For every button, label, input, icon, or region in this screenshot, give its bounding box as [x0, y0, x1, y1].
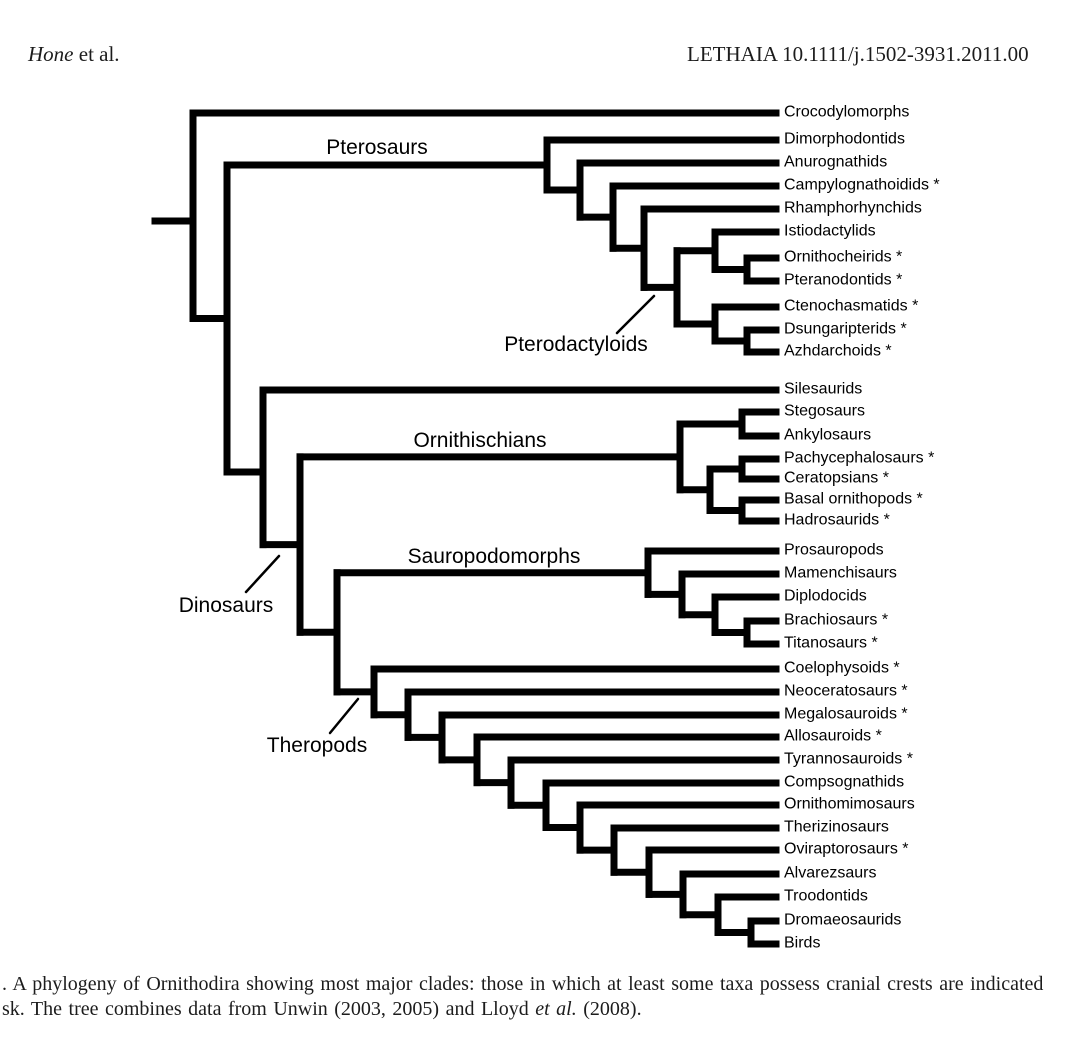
- caption-line2-pre: sk. The tree combines data from Unwin (2003, 2005) and Lloyd: [2, 997, 536, 1020]
- taxon-label: Tyrannosauroids *: [784, 750, 913, 768]
- caption-line2-etal: et al.: [535, 997, 577, 1020]
- taxon-label: Coelophysoids *: [784, 659, 900, 677]
- taxon-label: Dsungaripterids *: [784, 320, 907, 338]
- taxon-label: Megalosauroids *: [784, 705, 908, 723]
- taxon-label: Ankylosaurs: [784, 426, 872, 444]
- taxon-label: Ornithomimosaurs: [784, 795, 915, 813]
- taxon-label: Titanosaurs *: [784, 634, 878, 652]
- taxon-label: Oviraptorosaurs *: [784, 840, 909, 858]
- taxon-label: Azhdarchoids *: [784, 342, 892, 360]
- running-head-journal: LETHAIA 10.1111/j.1502-3931.2011.00: [687, 42, 1029, 66]
- taxon-label: Compsognathids: [784, 773, 905, 791]
- taxon-label: Mamenchisaurs: [784, 564, 897, 582]
- taxon-label: Birds: [784, 934, 821, 952]
- caption-line-2: [2, 997, 1080, 1022]
- taxon-label: Rhamphorhynchids: [784, 199, 922, 217]
- taxon-label: Silesaurids: [784, 380, 863, 398]
- taxon-label: Alvarezsaurs: [784, 864, 877, 882]
- taxon-label: Campylognathoidids *: [784, 176, 940, 194]
- taxon-label: Therizinosaurs: [784, 818, 889, 836]
- taxon-label: Dimorphodontids: [784, 130, 905, 148]
- clade-label: Pterodactyloids: [504, 333, 648, 356]
- taxon-label: Brachiosaurs *: [784, 611, 889, 629]
- taxon-label: Istiodactylids: [784, 222, 876, 240]
- caption-line2-post: (2008).: [576, 997, 642, 1020]
- taxon-label: Neoceratosaurs *: [784, 682, 908, 700]
- taxon-label: Ceratopsians *: [784, 469, 889, 487]
- author-etal: et al.: [73, 42, 120, 66]
- caption-line-1: . A phylogeny of Ornithodira showing most major clades: those in which at least some taxa possess cranial crests are indicated: [2, 973, 1044, 995]
- taxon-label: Ornithocheirids *: [784, 248, 903, 266]
- clade-label: Theropods: [266, 734, 368, 757]
- taxon-label: Stegosaurs: [784, 402, 865, 420]
- taxon-label: Ctenochasmatids *: [784, 297, 919, 315]
- taxon-label: Hadrosaurids *: [784, 511, 890, 529]
- taxon-label: Allosauroids *: [784, 727, 882, 745]
- clade-label: Pterosaurs: [326, 136, 428, 159]
- author-name: Hone: [28, 42, 74, 66]
- taxon-label: Anurognathids: [784, 153, 888, 171]
- figure-caption: [2, 972, 1080, 1021]
- clade-label: Ornithischians: [413, 429, 547, 452]
- taxon-label: Pteranodontids *: [784, 271, 903, 289]
- clade-label: Sauropodomorphs: [407, 545, 581, 568]
- taxon-label: Basal ornithopods *: [784, 490, 923, 508]
- taxon-label: Diplodocids: [784, 587, 867, 605]
- taxon-label: Prosauropods: [784, 541, 884, 559]
- taxon-label: Troodontids: [784, 887, 868, 905]
- taxon-label: Pachycephalosaurs *: [784, 449, 935, 467]
- taxon-label: Crocodylomorphs: [784, 103, 910, 121]
- clade-label: Dinosaurs: [178, 594, 274, 617]
- taxon-label: Dromaeosaurids: [784, 911, 902, 929]
